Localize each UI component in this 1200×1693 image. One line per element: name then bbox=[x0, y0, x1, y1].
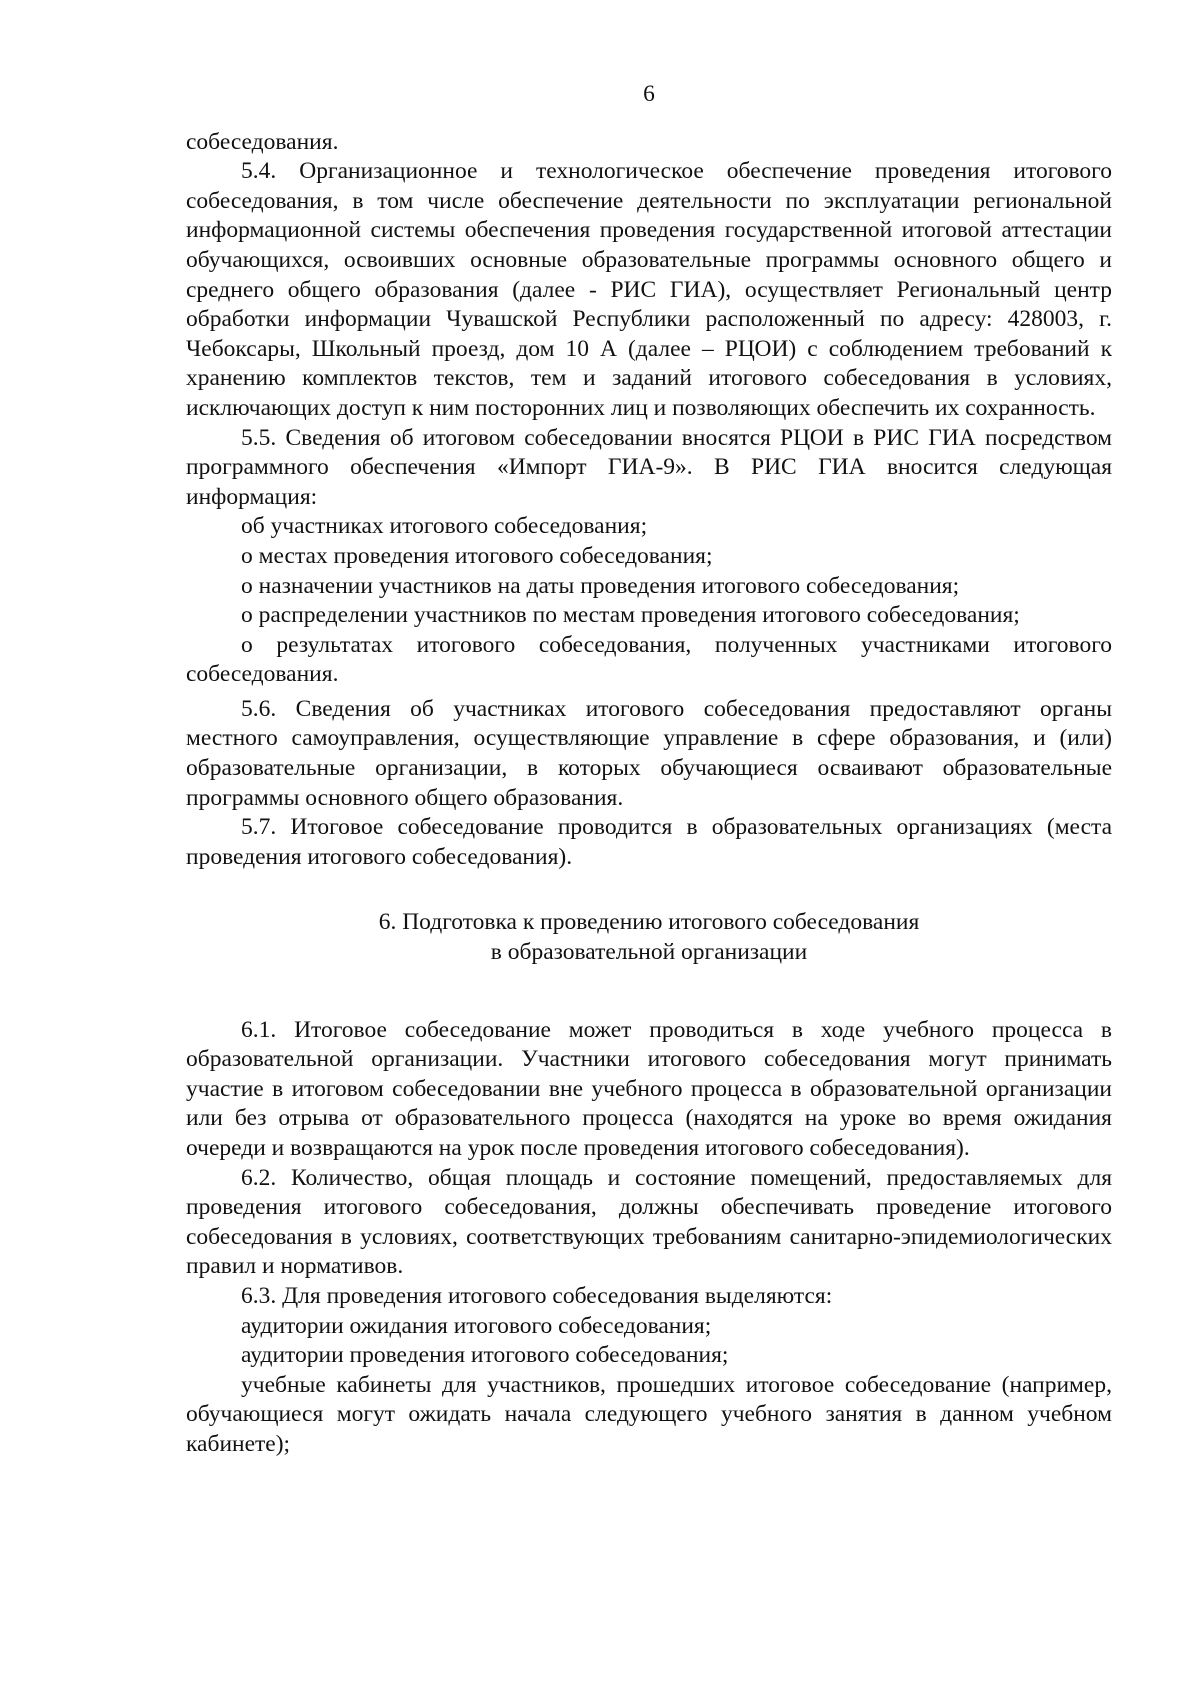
list-item-distribution: о распределении участников по местам проведения итогового собеседования; bbox=[241, 602, 1020, 629]
list-item-results: о результатах итогового собеседования, полученных участниками итогового собеседования. bbox=[186, 631, 1112, 688]
section-heading-line1: 6. Подготовка к проведению итогового собеседования bbox=[378, 909, 920, 936]
paragraph-5-7: 5.7. Итоговое собеседование проводится в образовательных организациях (места проведения итогового собеседования). bbox=[186, 814, 1112, 870]
section-heading-line2: в образовательной организации bbox=[490, 939, 808, 966]
section-heading bbox=[186, 908, 1112, 967]
list-item-places: о местах проведения итогового собеседования; bbox=[241, 542, 713, 569]
paragraph-5-6: 5.6. Сведения об участниках итогового собеседования предоставляют органы местного самоуправления, осуществляющие управление в сфере образования, и (или) образовательные организации, в которых обучающиеся осваивают образовательные программы основного общего образования. bbox=[186, 695, 1112, 811]
list-item-classrooms: учебные кабинеты для участников, прошедших итоговое собеседование (например, обучающиеся могут ожидать начала следующего учебного занятия в данном учебном кабинете); bbox=[186, 1371, 1112, 1457]
paragraph-6-1: 6.1. Итоговое собеседование может проводиться в ходе учебного процесса в образовательной организации. Участники итогового собеседования могут принимать участие в итоговом собеседовании вне учебного процесса в образовательной организации или без отрыва от образовательного процесса (находятся на уроке во время ожидания очереди и возвращаются на урок после проведения итогового собеседования). bbox=[186, 1016, 1112, 1161]
list-item-assignment: о назначении участников на даты проведения итогового собеседования; bbox=[241, 572, 960, 599]
list-item-waiting-rooms: аудитории ожидания итогового собеседования; bbox=[241, 1312, 712, 1339]
paragraph-5-4: 5.4. Организационное и технологическое обеспечение проведения итогового собеседования, в том числе обеспечение деятельности по эксплуатации региональной информационной системы обеспечения проведения государственной итоговой аттестации обучающихся, освоивших основные образовательные программы основного общего и среднего общего образования (далее - РИС ГИА), осуществляет Региональный центр обработки информации Чувашской Республики расположенный по адресу: 428003, г. Чебоксары, Школьный проезд, дом 10 А (далее – РЦОИ) с соблюдением требований к хранению комплектов текстов, тем и заданий итогового собеседования в условиях, исключающих доступ к ним посторонних лиц и позволяющих обеспечить их сохранность. bbox=[186, 158, 1112, 421]
paragraph-5-5: 5.5. Сведения об итоговом собеседовании вносятся РЦОИ в РИС ГИА посредством программного обеспечения «Импорт ГИА-9». В РИС ГИА вносится следующая информация: bbox=[186, 424, 1112, 510]
paragraph-6-2: 6.2. Количество, общая площадь и состояние помещений, предоставляемых для проведения итогового собеседования, должны обеспечивать проведение итогового собеседования в условиях, соответствующих требованиям санитарно-эпидемиологических правил и нормативов. bbox=[186, 1164, 1112, 1280]
paragraph-continuation: собеседования. bbox=[186, 128, 339, 155]
page-number: 6 bbox=[643, 81, 655, 107]
paragraph-6-3: 6.3. Для проведения итогового собеседования выделяются: bbox=[241, 1282, 833, 1309]
list-item-participants: об участниках итогового собеседования; bbox=[241, 513, 648, 540]
list-item-conducting-rooms: аудитории проведения итогового собеседования; bbox=[241, 1342, 729, 1369]
